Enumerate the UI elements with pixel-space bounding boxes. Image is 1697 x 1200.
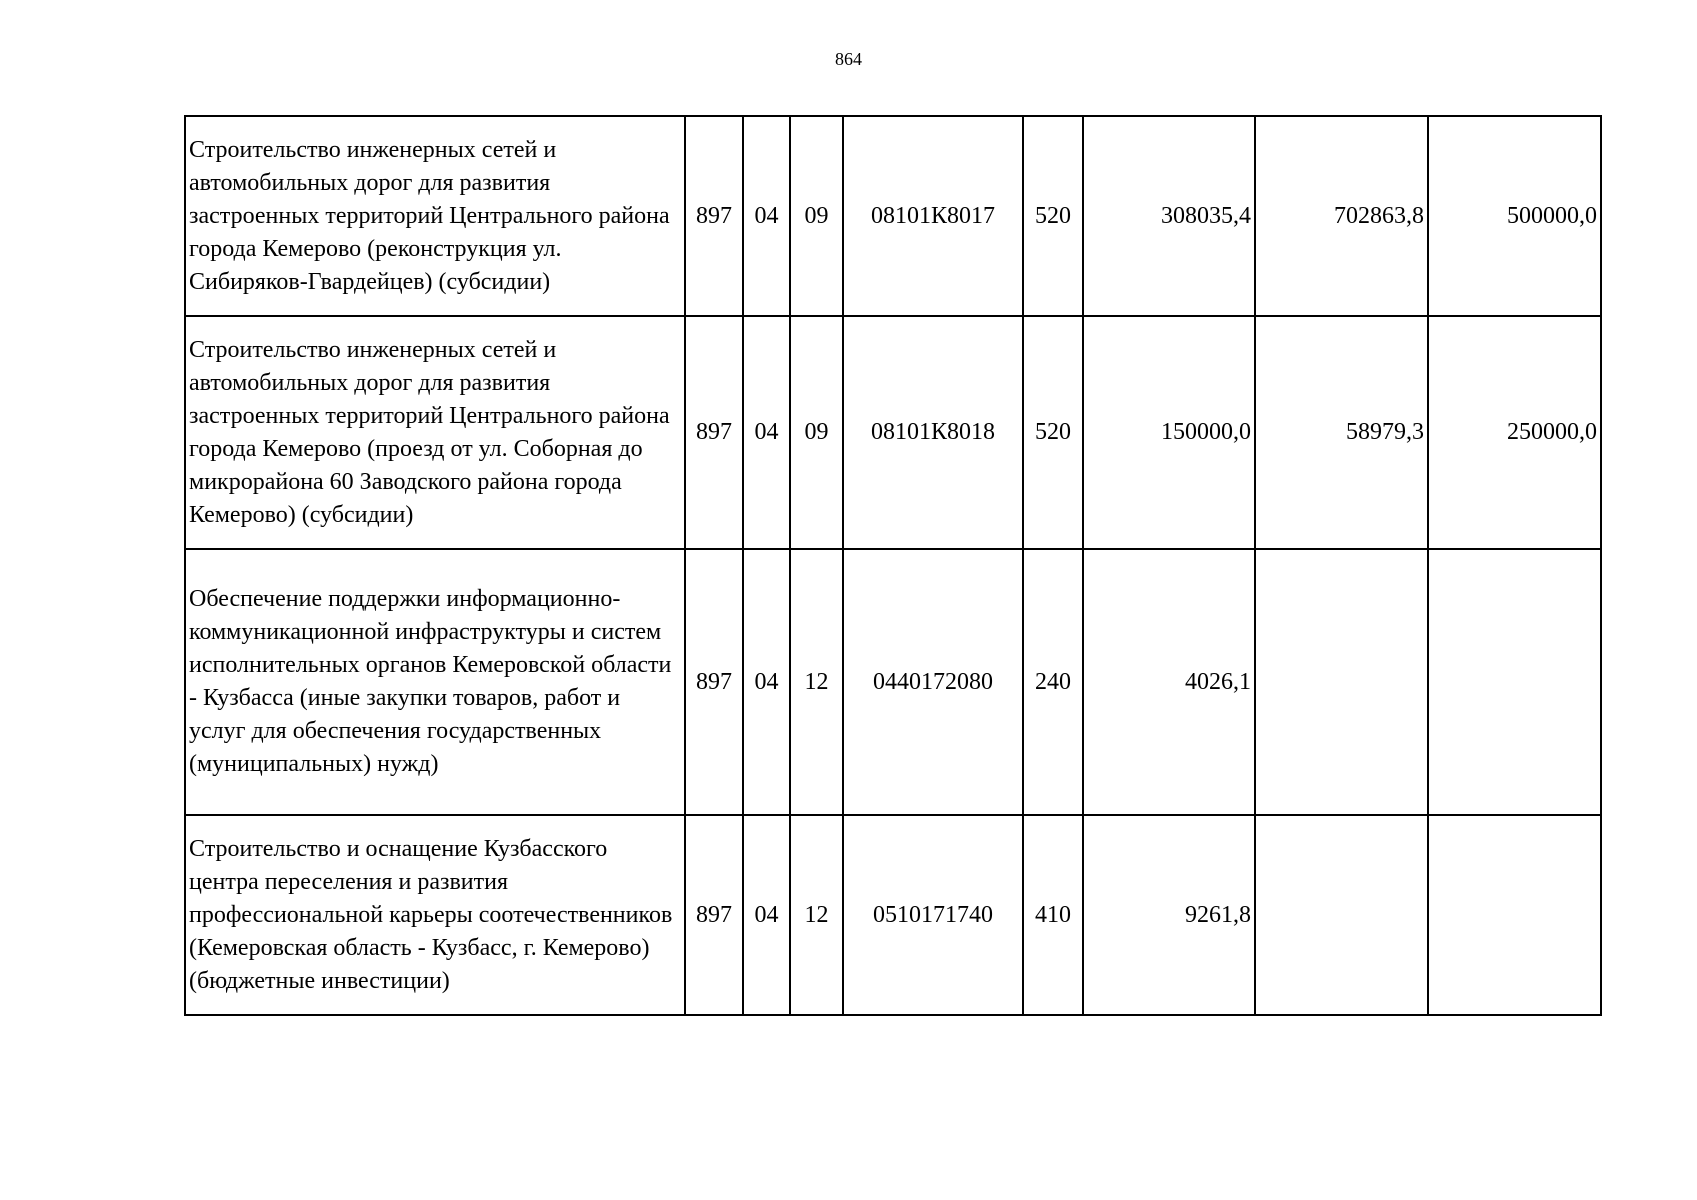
amount-1: 4026,1 — [1083, 549, 1255, 815]
row-description: Строительство и оснащение Кузбасского центра переселения и развития профессиональной карьеры соотечественников (Кемеровская область - Кузбасс, г. Кемерово) (бюджетные инвестиции) — [185, 815, 685, 1015]
expense-type-code: 410 — [1023, 815, 1083, 1015]
section-code: 04 — [743, 815, 790, 1015]
amount-2: 702863,8 — [1255, 116, 1428, 316]
expense-type-code: 520 — [1023, 316, 1083, 549]
row-description: Строительство инженерных сетей и автомобильных дорог для развития застроенных территорий Центрального района города Кемерово (проезд от ул. Соборная до микрорайона 60 Заводского района города Кемерово) (субсидии) — [185, 316, 685, 549]
row-description: Обеспечение поддержки информационно-коммуникационной инфраструктуры и систем исполнительных органов Кемеровской области - Кузбасса (иные закупки товаров, работ и услуг для обеспечения государственных (муниципальных) нужд) — [185, 549, 685, 815]
amount-3 — [1428, 549, 1601, 815]
amount-2 — [1255, 549, 1428, 815]
amount-2: 58979,3 — [1255, 316, 1428, 549]
section-code: 04 — [743, 116, 790, 316]
amount-3: 500000,0 — [1428, 116, 1601, 316]
table-row — [185, 549, 1601, 815]
amount-3: 250000,0 — [1428, 316, 1601, 549]
subsection-code: 12 — [790, 815, 843, 1015]
target-article-code: 08101К8018 — [843, 316, 1023, 549]
target-article-code: 08101К8017 — [843, 116, 1023, 316]
subsection-code: 09 — [790, 316, 843, 549]
grbs-code: 897 — [685, 549, 743, 815]
page-number: 864 — [835, 49, 862, 69]
subsection-code: 09 — [790, 116, 843, 316]
amount-2 — [1255, 815, 1428, 1015]
amount-1: 9261,8 — [1083, 815, 1255, 1015]
subsection-code: 12 — [790, 549, 843, 815]
section-code: 04 — [743, 316, 790, 549]
expense-type-code: 520 — [1023, 116, 1083, 316]
table-row — [185, 815, 1601, 1015]
target-article-code: 0510171740 — [843, 815, 1023, 1015]
budget-table — [184, 115, 1602, 1016]
table-row — [185, 116, 1601, 316]
section-code: 04 — [743, 549, 790, 815]
grbs-code: 897 — [685, 815, 743, 1015]
table-row — [185, 316, 1601, 549]
grbs-code: 897 — [685, 316, 743, 549]
amount-1: 308035,4 — [1083, 116, 1255, 316]
grbs-code: 897 — [685, 116, 743, 316]
expense-type-code: 240 — [1023, 549, 1083, 815]
row-description: Строительство инженерных сетей и автомобильных дорог для развития застроенных территорий Центрального района города Кемерово (реконструкция ул. Сибиряков-Гвардейцев) (субсидии) — [185, 116, 685, 316]
amount-3 — [1428, 815, 1601, 1015]
target-article-code: 0440172080 — [843, 549, 1023, 815]
amount-1: 150000,0 — [1083, 316, 1255, 549]
